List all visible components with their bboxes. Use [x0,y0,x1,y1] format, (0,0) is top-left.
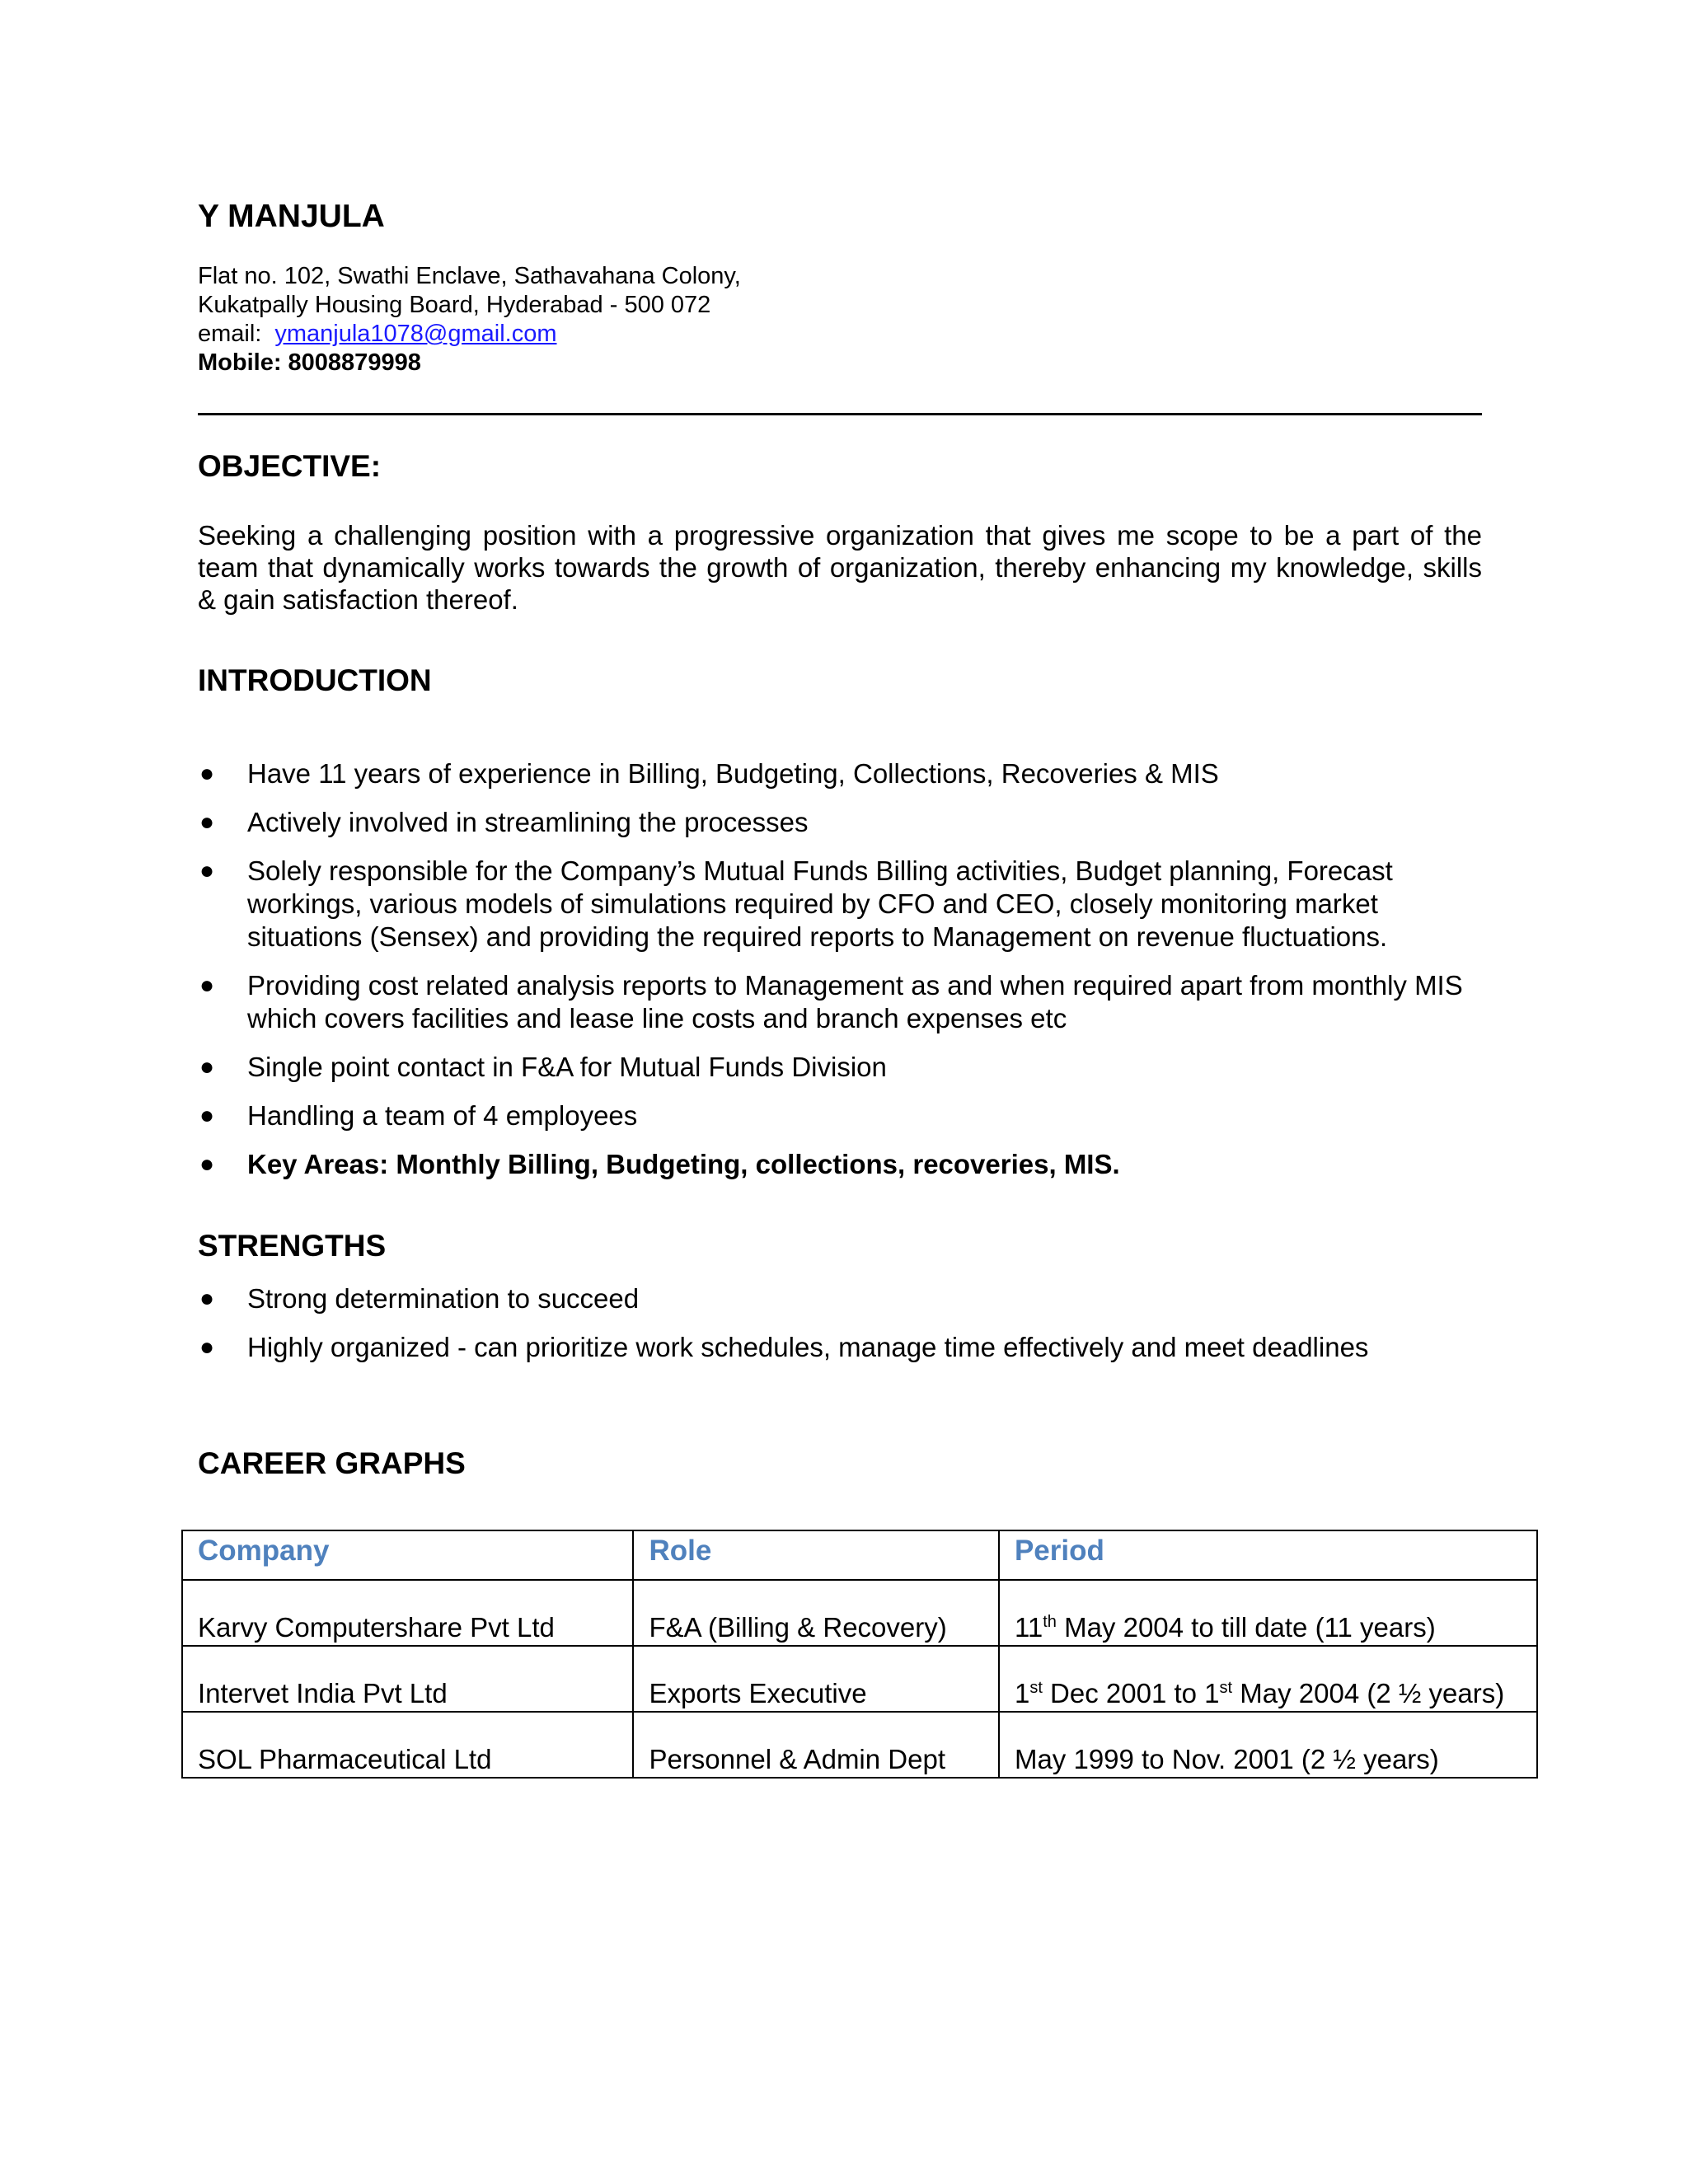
bullet-icon: ● [199,1151,215,1178]
email-line [198,320,741,349]
column-header-company: Company [182,1530,633,1580]
list-item-text: Providing cost related analysis reports to Management as and when required apart from monthly MIS which covers facilities and lease line costs and branch expenses etc [247,970,1463,1033]
list-item-text: Strong determination to succeed [247,1283,640,1314]
list-item [198,1099,1500,1132]
column-header-period: Period [999,1530,1537,1580]
objective-heading: OBJECTIVE: [198,449,382,483]
career-table [181,1530,1538,1779]
list-item-key-areas [198,1148,1500,1181]
introduction-heading: INTRODUCTION [198,663,432,697]
bullet-icon: ● [199,760,215,787]
cell-company: Intervet India Pvt Ltd [182,1646,633,1712]
cell-period: 11th May 2004 to till date (11 years) [999,1580,1537,1646]
bullet-icon: ● [199,857,215,884]
list-item-text: Solely responsible for the Company’s Mutual Funds Billing activities, Budget planning, Forecast workings, various models of simulations required by CFO and CEO, closely monitoring market situations (Sensex) and providing the required reports to Management on revenue fluctuations. [247,855,1393,952]
list-item-text: Key Areas: Monthly Billing, Budgeting, collections, recoveries, MIS. [247,1149,1120,1179]
list-item-text: Handling a team of 4 employees [247,1100,638,1131]
career-heading: CAREER GRAPHS [198,1446,466,1480]
candidate-name: Y MANJULA [198,199,385,234]
list-item [198,855,1500,954]
strengths-list [198,1282,1500,1380]
email-label: email: [198,321,262,347]
bullet-icon: ● [199,972,215,999]
list-item-text: Have 11 years of experience in Billing, Budgeting, Collections, Recoveries & MIS [247,758,1219,789]
table-header-row [182,1530,1537,1580]
list-item [198,757,1500,790]
cell-company: Karvy Computershare Pvt Ltd [182,1580,633,1646]
introduction-list [198,757,1500,1197]
address-line-2: Kukatpally Housing Board, Hyderabad - 500 072 [198,292,711,318]
cell-period: May 1999 to Nov. 2001 (2 ½ years) [999,1712,1537,1778]
objective-text: Seeking a challenging position with a progressive organization that gives me scope to be a part of the team that dynamically works towards the growth of organization, thereby enhancing my knowledge, skills & gain satisfaction thereof. [198,520,1482,615]
cell-company: SOL Pharmaceutical Ltd [182,1712,633,1778]
bullet-icon: ● [199,1053,215,1080]
cell-role: Personnel & Admin Dept [633,1712,999,1778]
cell-role: Exports Executive [633,1646,999,1712]
header-divider [198,413,1482,415]
table-row [182,1580,1537,1646]
table-row [182,1646,1537,1712]
mobile-number: Mobile: 8008879998 [198,349,421,376]
bullet-icon: ● [199,1102,215,1129]
cell-role: F&A (Billing & Recovery) [633,1580,999,1646]
list-item [198,806,1500,839]
contact-block [198,262,741,377]
list-item [198,969,1500,1035]
list-item-text: Single point contact in F&A for Mutual Funds Division [247,1052,887,1082]
bullet-icon: ● [199,1285,215,1312]
cell-period: 1st Dec 2001 to 1st May 2004 (2 ½ years) [999,1646,1537,1712]
table-row [182,1712,1537,1778]
list-item [198,1051,1500,1084]
list-item-text: Highly organized - can prioritize work schedules, manage time effectively and meet deadlines [247,1332,1369,1362]
address-line-1: Flat no. 102, Swathi Enclave, Sathavahana Colony, [198,263,741,289]
bullet-icon: ● [199,808,215,836]
list-item-text: Actively involved in streamlining the processes [247,807,809,837]
strengths-heading: STRENGTHS [198,1229,387,1263]
bullet-icon: ● [199,1333,215,1361]
list-item [198,1331,1500,1364]
column-header-role: Role [633,1530,999,1580]
email-link[interactable]: ymanjula1078@gmail.com [274,321,557,347]
list-item [198,1282,1500,1315]
